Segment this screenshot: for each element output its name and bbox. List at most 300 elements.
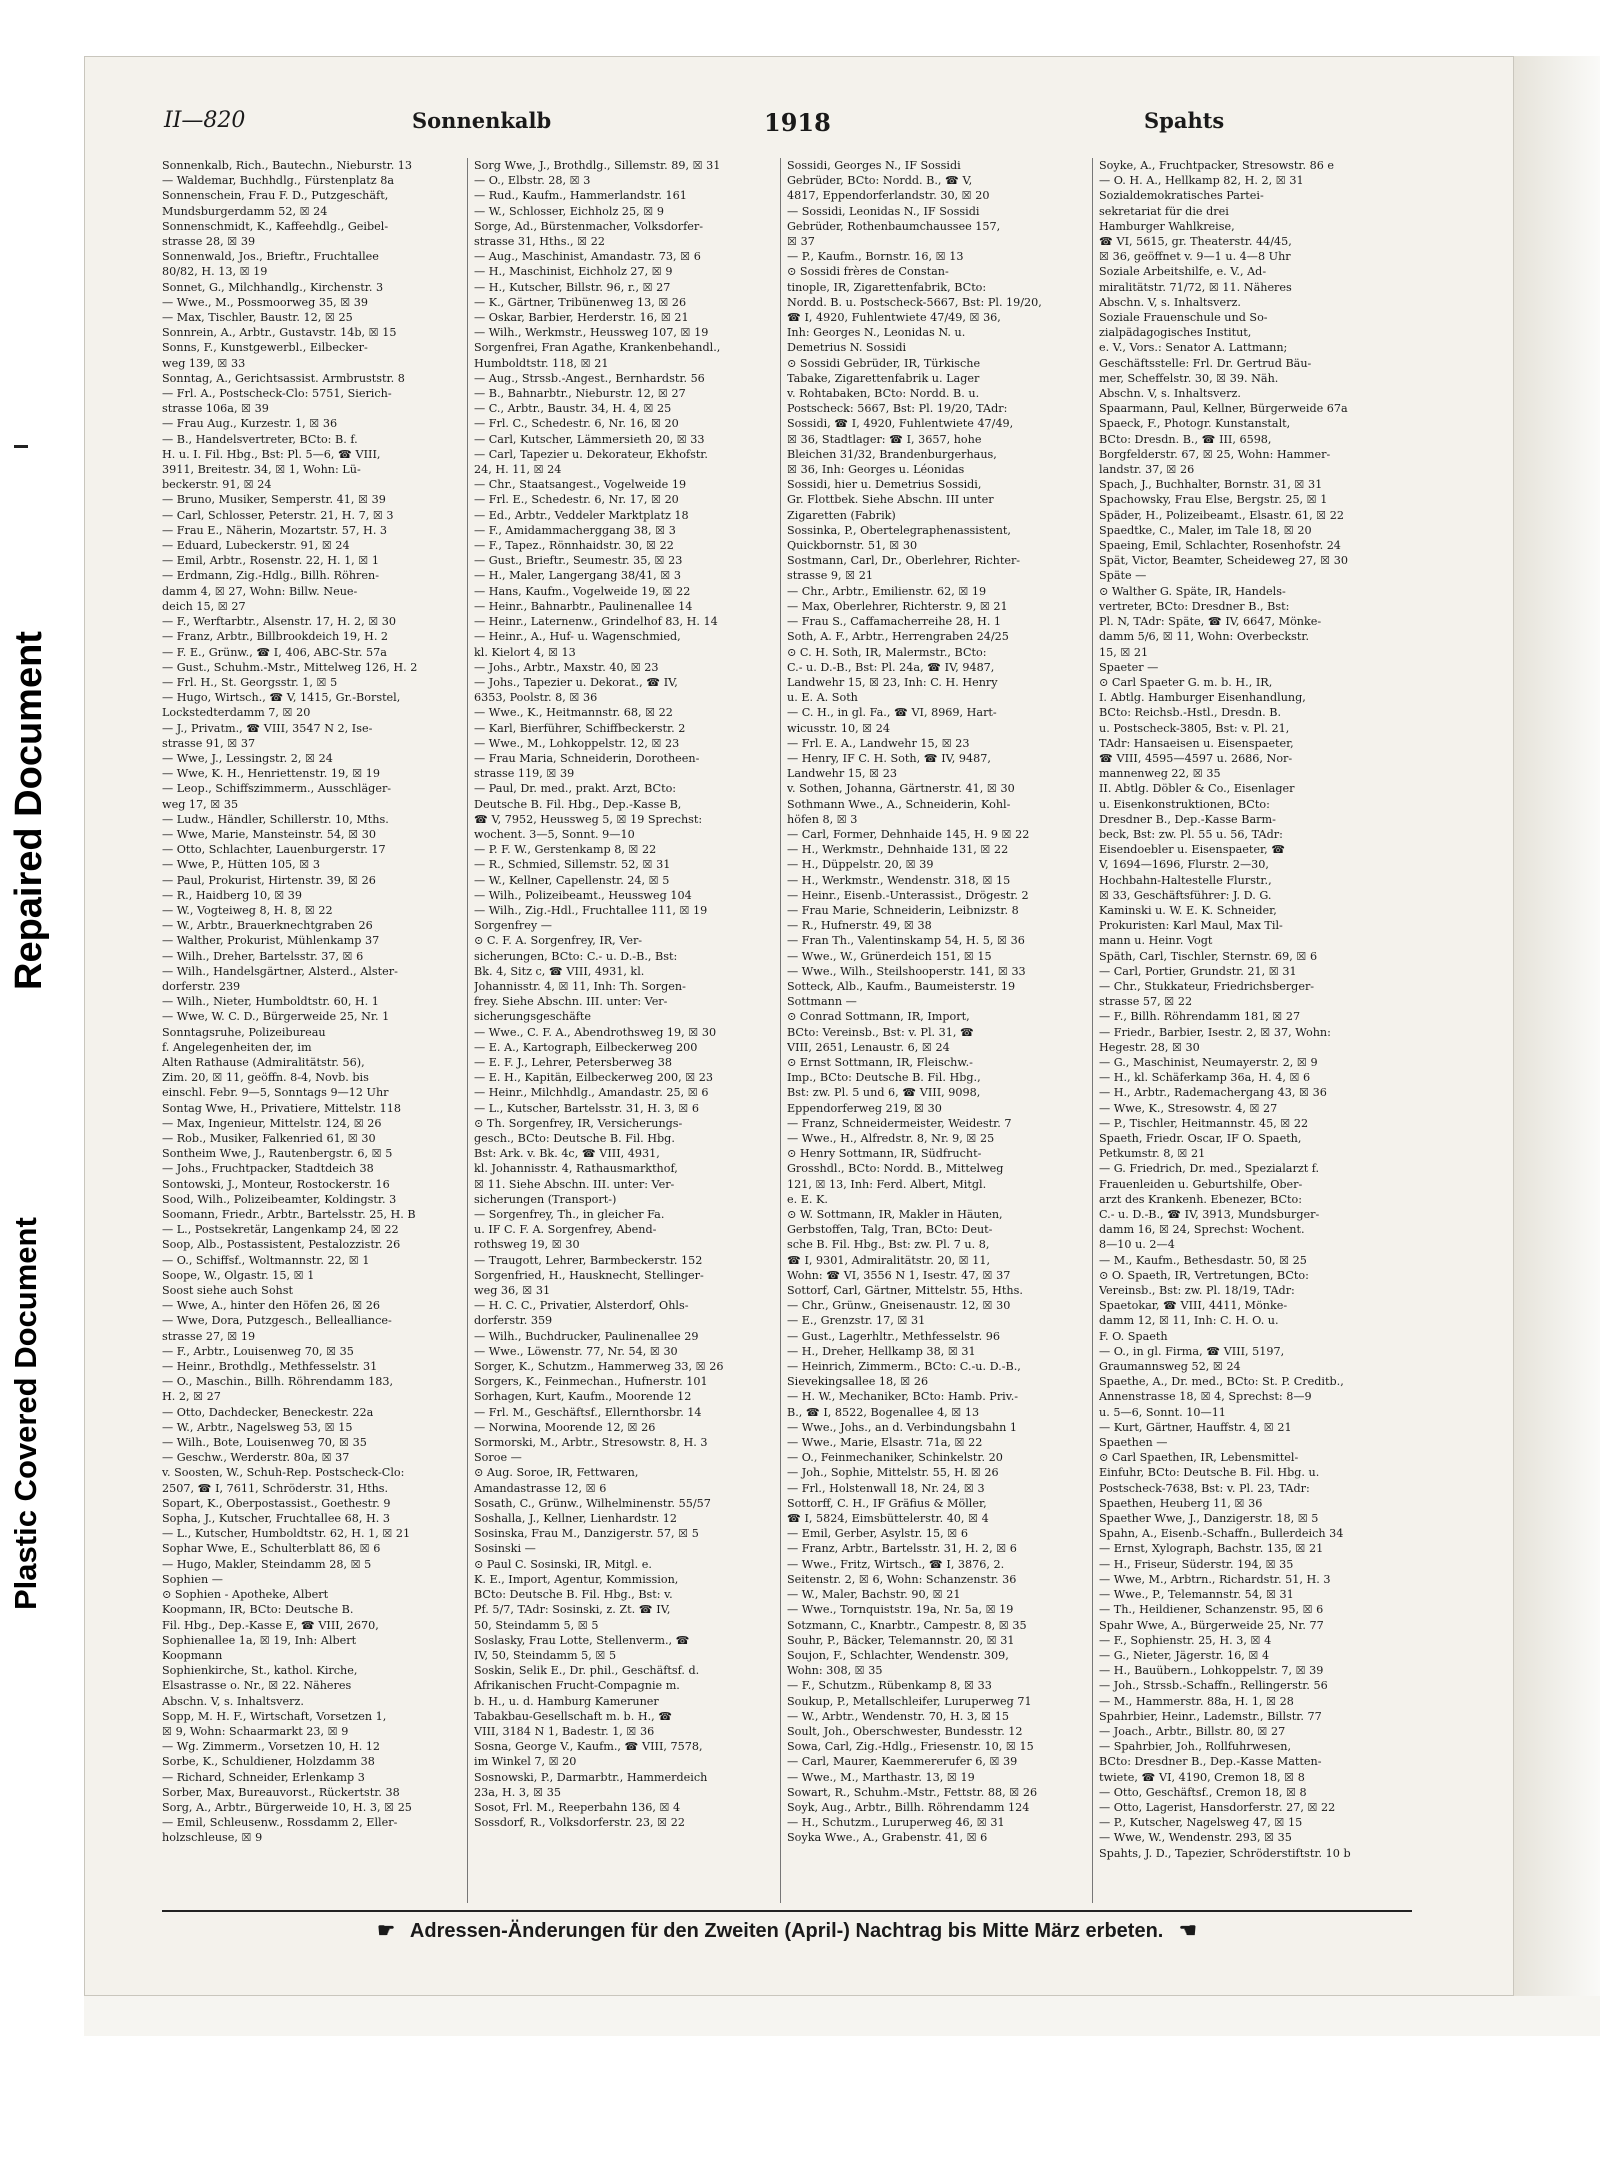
directory-entry: — Wwe, A., hinter den Höfen 26, ☒ 26 [162,1299,381,1313]
directory-entry: — Oskar, Barbier, Herderstr. 16, ☒ 21 [474,311,689,325]
directory-entry: Soukup, P., Metallschleifer, Luruperweg 71 [787,1694,1032,1708]
directory-entry: mer, Scheffelstr. 30, ☒ 39. Näh. [1099,371,1279,385]
directory-entry: — Frl. M., Geschäftsf., Ellernthorsbr. 14 [474,1405,702,1419]
directory-entry: — Rud., Kaufm., Hammerlandstr. 161 [474,189,687,203]
directory-entry: H. u. I. Fil. Hbg., Bst: Pl. 5—6, ☎ VIII, [162,447,381,461]
directory-entry: — Heinr., Laternenw., Grindelhof 83, H. 14 [474,615,718,629]
directory-entry: Hochbahn-Haltestelle Flurstr., [1099,873,1272,887]
directory-entry: — Paul, Dr. med., prakt. Arzt, BCto: [474,782,677,796]
directory-entry: 24, H. 11, ☒ 24 [474,463,562,477]
directory-entry: — O., Maschin., Billh. Röhrendamm 183, [162,1375,394,1389]
directory-entry: Elsastrasse o. Nr., ☒ 22. Näheres [162,1679,352,1693]
directory-entry: Inh: Georges N., Leonidas N. u. [787,326,966,340]
directory-entry: Soyka Wwe., A., Grabenstr. 41, ☒ 6 [787,1831,988,1845]
directory-entry: Soziale Arbeitshilfe, e. V., Ad- [1099,265,1267,279]
directory-entry: Sossdorf, R., Volksdorferstr. 23, ☒ 22 [474,1816,685,1830]
directory-columns [162,158,1412,1903]
directory-entry: Spaeck, F., Photogr. Kunstanstalt, [1099,417,1291,431]
directory-entry: Quickbornstr. 51, ☒ 30 [787,539,918,553]
directory-entry: ☎ V, 7952, Heussweg 5, ☒ 19 Sprechst: [474,812,703,826]
directory-entry: Postscheck-7638, Bst: v. Pl. 23, TAdr: [1099,1481,1310,1495]
directory-entry: — L., Kutscher, Bartelsstr. 31, H. 3, ☒ 6 [474,1101,700,1115]
directory-entry: Soyk, Aug., Arbtr., Billh. Röhrendamm 124 [787,1800,1030,1814]
directory-entry: — Leop., Schiffszimmerm., Ausschläger- [162,782,392,796]
directory-entry: Soziale Frauenschule und So- [1099,311,1268,325]
directory-entry: Postscheck: 5667, Bst: Pl. 19/20, TAdr: [787,402,1008,416]
directory-entry: 8—10 u. 2—4 [1099,1238,1175,1252]
directory-entry: TAdr: Hansaeisen u. Eisenspaeter, [1099,736,1294,750]
directory-entry: Bk. 4, Sitz c, ☎ VIII, 4931, kl. [474,964,645,978]
directory-entry: — Johs., Fruchtpacker, Stadtdeich 38 [162,1162,374,1176]
directory-entry: damm 16, ☒ 24, Sprechst: Wochent. [1099,1223,1305,1237]
directory-entry: — Otto, Lagerist, Hansdorferstr. 27, ☒ 22 [1099,1800,1336,1814]
directory-entry: Spahr Wwe, A., Bürgerweide 25, Nr. 77 [1099,1618,1324,1632]
directory-entry: landstr. 37, ☒ 26 [1099,463,1195,477]
directory-entry: dorferstr. 359 [474,1314,553,1328]
directory-entry: sche B. Fil. Hbg., Bst: zw. Pl. 7 u. 8, [787,1238,990,1252]
directory-entry: Sontag Wwe, H., Privatiere, Mittelstr. 118 [162,1101,401,1115]
directory-entry: sicherungen, BCto: C.- u. D.-B., Bst: [474,949,678,963]
directory-entry: Frauenleiden u. Geburtshilfe, Ober- [1099,1177,1303,1191]
directory-entry: rothsweg 19, ☒ 30 [474,1238,580,1252]
column-rule [780,158,781,1903]
directory-entry: — Frau E., Näherin, Mozartstr. 57, H. 3 [162,523,388,537]
directory-entry: Spaarmann, Paul, Kellner, Bürgerweide 67a [1099,402,1348,416]
directory-entry: Soroe — [474,1451,522,1465]
directory-entry: Sonnenschein, Frau F. D., Putzgeschäft, [162,189,389,203]
directory-entry: ⊙ Paul C. Sosinski, IR, Mitgl. e. [474,1557,652,1571]
directory-entry: — F., Werftarbtr., Alsenstr. 17, H. 2, ☒ 30 [162,615,397,629]
directory-entry: Petkumstr. 8, ☒ 21 [1099,1147,1206,1161]
directory-entry: — G., Maschinist, Neumayerstr. 2, ☒ 9 [1099,1055,1318,1069]
directory-entry: Sonnenkalb, Rich., Bautechn., Nieburstr. 13 [162,159,413,172]
directory-entry: Sossidi, ☎ I, 4920, Fuhlentwiete 47/49, [787,417,1014,431]
directory-entry: 80/82, H. 13, ☒ 19 [162,265,268,279]
directory-entry: Abschn. V, s. Inhaltsverz. [1099,387,1241,401]
directory-entry: — Erdmann, Zig.-Hdlg., Billh. Röhren- [162,569,379,583]
directory-entry: Souhr, P., Bäcker, Telemannstr. 20, ☒ 31 [787,1633,1015,1647]
directory-entry: BCto: Vereinsb., Bst: v. Pl. 31, ☎ [787,1025,974,1039]
directory-entry: Sopha, J., Kutscher, Fruchtallee 68, H. 3 [162,1512,390,1526]
directory-entry: Spaetokar, ☎ VIII, 4411, Mönke- [1099,1299,1288,1313]
directory-entry: — Henry, IF C. H. Soth, ☎ IV, 9487, [787,751,991,765]
directory-entry: C.- u. D.-B., Bst: Pl. 24a, ☎ IV, 9487, [787,660,995,674]
directory-entry: ⊙ Sossidi frères de Constan- [787,265,949,279]
directory-entry: Soult, Joh., Oberschwester, Bundesstr. 12 [787,1724,1023,1738]
directory-entry: — Wwe, K., Stresowstr. 4, ☒ 27 [1099,1101,1278,1115]
directory-entry: Sophienallee 1a, ☒ 19, Inh: Albert [162,1633,357,1647]
directory-entry: Sothmann Wwe., A., Schneiderin, Kohl- [787,797,1011,811]
directory-entry: — H., Düppelstr. 20, ☒ 39 [787,858,934,872]
directory-entry: Pf. 5/7, TAdr: Sosinski, z. Zt. ☎ IV, [474,1603,671,1617]
directory-entry: — Franz, Schneidermeister, Weidestr. 7 [787,1116,1012,1130]
directory-entry: — Frl., Holstenwall 18, Nr. 24, ☒ 3 [787,1481,985,1495]
directory-entry: Sonnrein, A., Arbtr., Gustavstr. 14b, ☒ 15 [162,326,397,340]
directory-entry: — E. A., Kartograph, Eilbeckerweg 200 [474,1040,698,1054]
directory-entry: — Wwe., P., Telemannstr. 54, ☒ 31 [1099,1588,1294,1602]
directory-entry: ☒ 37 [787,235,815,249]
directory-entry: Lockstedterdamm 7, ☒ 20 [162,706,311,720]
directory-entry: Wohn: 308, ☒ 35 [787,1664,883,1678]
directory-entry: — H., Friseur, Süderstr. 194, ☒ 35 [1099,1557,1294,1571]
directory-entry: Prokuristen: Karl Maul, Max Til- [1099,919,1283,933]
header-first-name: Sonnenkalb [412,108,552,133]
directory-entry: wochent. 3—5, Sonnt. 9—10 [474,827,635,841]
directory-entry: sicherungsgeschäfte [474,1010,591,1024]
directory-entry: Sorbe, K., Schuldiener, Holzdamm 38 [162,1755,375,1769]
directory-entry: — M., Hammerstr. 88a, H. 1, ☒ 28 [1099,1694,1294,1708]
directory-entry: beck, Bst: zw. Pl. 55 u. 56, TAdr: [1099,827,1283,841]
directory-entry: ☒ 36, Stadtlager: ☎ I, 3657, hohe [787,432,982,446]
directory-entry: Zigaretten (Fabrik) [787,508,896,522]
directory-entry: ⊙ C. H. Soth, IR, Malermstr., BCto: [787,645,987,659]
directory-entry: Fil. Hbg., Dep.-Kasse E, ☎ VIII, 2670, [162,1618,379,1632]
directory-entry: — Wwe, K. H., Henriettenstr. 19, ☒ 19 [162,767,381,781]
directory-entry: — Aug., Maschinist, Amandastr. 73, ☒ 6 [474,250,701,264]
directory-entry: Soop, Alb., Postassistent, Pestalozzistr. 26 [162,1238,401,1252]
directory-entry: — F., Sophienstr. 25, H. 3, ☒ 4 [1099,1633,1272,1647]
directory-entry: Tabake, Zigarettenfabrik u. Lager [787,371,980,385]
directory-entry: — W., Arbtr., Brauerknechtgraben 26 [162,919,373,933]
directory-entry: — Geschw., Werderstr. 80a, ☒ 37 [162,1451,350,1465]
directory-entry: — Wwe., Wilh., Steilshooperstr. 141, ☒ 33 [787,964,1026,978]
directory-entry: F. O. Spaeth [1099,1329,1168,1343]
directory-entry: 23a, H. 3, ☒ 35 [474,1785,561,1799]
directory-entry: Sophar Wwe, E., Schulterblatt 86, ☒ 6 [162,1542,381,1556]
directory-entry: Grosshdl., BCto: Nordd. B., Mittelweg [787,1162,1004,1176]
directory-entry: Sorhagen, Kurt, Kaufm., Moorende 12 [474,1390,692,1404]
directory-entry: mannenweg 22, ☒ 35 [1099,767,1221,781]
directory-entry: Spät, Victor, Beamter, Scheideweg 27, ☒ 30 [1099,554,1348,568]
directory-entry: — Joh., Strssb.-Schaffn., Rellingerstr. 56 [1099,1679,1328,1693]
directory-entry: Sonntagsruhe, Polizeibureau [162,1025,326,1039]
directory-entry: — L., Postsekretär, Langenkamp 24, ☒ 22 [162,1223,399,1237]
directory-entry: Kaminski u. W. E. K. Schneider, [1099,903,1277,917]
directory-entry: — H., Schutzm., Luruperweg 46, ☒ 31 [787,1816,1005,1830]
directory-entry: — O., Elbstr. 28, ☒ 3 [474,174,591,188]
directory-entry: ☎ I, 5824, Eimsbüttelerstr. 40, ☒ 4 [787,1512,989,1526]
plastic-covered-document-label: Plastic Covered Document [8,1217,43,1610]
directory-entry: Spaeing, Emil, Schlachter, Rosenhofstr. 24 [1099,539,1341,553]
directory-entry: Sorgenfrei, Fran Agathe, Krankenbehandl., [474,341,721,355]
directory-entry: BCto: Dresdn. B., ☎ III, 6598, [1099,432,1272,446]
directory-entry: Sonnenschmidt, K., Kaffeehdlg., Geibel- [162,219,389,233]
directory-entry: vertreter, BCto: Dresdner B., Bst: [1099,599,1290,613]
directory-entry: — Norwina, Moorende 12, ☒ 26 [474,1420,656,1434]
directory-entry: — O., Schiffsf., Woltmannstr. 22, ☒ 1 [162,1253,370,1267]
directory-entry: Spaeth, Friedr. Oscar, IF O. Spaeth, [1099,1132,1302,1145]
repaired-document-label: Repaired Document [8,631,50,990]
directory-entry: ☎ I, 4920, Fuhlentwiete 47/49, ☒ 36, [787,311,1001,325]
directory-entry: VIII, 2651, Lenaustr. 6, ☒ 24 [787,1040,950,1054]
directory-entry: V, 1694—1696, Flurstr. 2—30, [1099,858,1269,872]
directory-entry: — E., Grenzstr. 17, ☒ 31 [787,1314,926,1328]
directory-entry: — Kurt, Gärtner, Hauffstr. 4, ☒ 21 [1099,1420,1292,1434]
directory-entry: strasse 57, ☒ 22 [1099,995,1193,1009]
directory-entry: BCto: Deutsche B. Fil. Hbg., Bst: v. [474,1588,673,1602]
directory-entry: — H. C. C., Privatier, Alsterdorf, Ohls- [474,1299,689,1313]
directory-entry: — Frl. E., Schedestr. 6, Nr. 17, ☒ 20 [474,493,679,507]
directory-entry: Nordd. B. u. Postscheck-5667, Bst: Pl. 19/20, [787,295,1042,309]
directory-entry: — H., Werkmstr., Dehnhaide 131, ☒ 22 [787,843,1009,857]
directory-entry: — O., Feinmechaniker, Schinkelstr. 20 [787,1451,1003,1465]
next-page-edge [1514,56,1600,1996]
directory-entry: — Aug., Strssb.-Angest., Bernhardstr. 56 [474,371,705,385]
directory-entry: Landwehr 15, ☒ 23 [787,767,897,781]
pointing-hand-right-icon: ☚ [1178,1920,1197,1942]
directory-entry: Sontowski, J., Monteur, Rostockerstr. 16 [162,1177,390,1191]
directory-entry: — Carl, Schlosser, Peterstr. 21, H. 7, ☒ 3 [162,508,394,522]
directory-entry: — F., Billh. Röhrendamm 181, ☒ 27 [1099,1010,1301,1024]
directory-entry: einschl. Febr. 9—5, Sonntags 9—12 Uhr [162,1086,389,1100]
directory-entry: 50, Steindamm 5, ☒ 5 [474,1618,599,1632]
directory-entry: ☎ I, 9301, Admiralitätstr. 20, ☒ 11, [787,1253,991,1267]
directory-entry: Sottorff, C. H., IF Gräfius & Möller, [787,1496,987,1510]
directory-entry: Annenstrasse 18, ☒ 4, Sprechst: 8—9 [1099,1390,1312,1404]
directory-entry: Demetrius N. Sossidi [787,341,907,355]
directory-entry: Sood, Wilh., Polizeibeamter, Koldingstr. 3 [162,1192,397,1206]
directory-entry: Sievekingsallee 18, ☒ 26 [787,1375,929,1389]
directory-entry: — Frl. C., Schedestr. 6, Nr. 16, ☒ 20 [474,417,679,431]
directory-entry: weg 17, ☒ 35 [162,797,239,811]
directory-entry: strasse 28, ☒ 39 [162,235,256,249]
directory-entry: Graumannsweg 52, ☒ 24 [1099,1360,1241,1374]
directory-entry: — Spahrbier, Joh., Rollfuhrwesen, [1099,1740,1292,1754]
directory-entry: — Wwe, P., Hütten 105, ☒ 3 [162,858,320,872]
directory-entry: Soost siehe auch Sohst [162,1284,293,1298]
directory-entry: Sophien — [162,1572,223,1586]
directory-entry: f. Angelegenheiten der, im [162,1040,312,1054]
directory-entry: — Carl, Portier, Grundstr. 21, ☒ 31 [1099,964,1297,978]
directory-entry: Soope, W., Olgastr. 15, ☒ 1 [162,1268,315,1282]
directory-entry: Bleichen 31/32, Brandenburgerhaus, [787,447,997,461]
directory-entry: — P., Tischler, Heitmannstr. 45, ☒ 22 [1099,1116,1309,1130]
directory-entry: ⊙ C. F. A. Sorgenfrey, IR, Ver- [474,934,643,948]
directory-entry: — Traugott, Lehrer, Barmbeckerstr. 152 [474,1253,703,1267]
column-rule [1092,158,1093,1903]
directory-entry: — Wwe, Dora, Putzgesch., Bellealliance- [162,1314,392,1328]
footer-text: Adressen-Änderungen für den Zweiten (April-) Nachtrag bis Mitte März erbeten. [409,1920,1164,1942]
directory-entry: — Wwe, W. C. D., Bürgerweide 25, Nr. 1 [162,1010,390,1024]
directory-entry: Koopmann, IR, BCto: Deutsche B. [162,1603,354,1617]
directory-entry: Bst: Ark. v. Bk. 4c, ☎ VIII, 4931, [474,1147,660,1161]
directory-entry: Sorg, A., Arbtr., Bürgerweide 10, H. 3, ☒ 25 [162,1800,412,1814]
directory-entry: 2507, ☎ I, 7611, Schröderstr. 31, Hths. [162,1481,389,1495]
directory-entry: Sopart, K., Oberpostassist., Goethestr. 9 [162,1496,391,1510]
directory-entry: — F., Arbtr., Louisenweg 70, ☒ 35 [162,1344,354,1358]
directory-entry: ☒ 11. Siehe Abschn. III. unter: Ver- [474,1177,675,1191]
directory-entry: Gr. Flottbek. Siehe Abschn. III unter [787,493,994,507]
directory-entry: — Wwe., Fritz, Wirtsch., ☎ I, 3876, 2. [787,1557,1005,1571]
directory-entry: — Friedr., Barbier, Isestr. 2, ☒ 37, Wohn: [1099,1025,1331,1039]
directory-entry: — C., Arbtr., Baustr. 34, H. 4, ☒ 25 [474,402,672,416]
directory-entry: — Frl. H., St. Georgsstr. 1, ☒ 5 [162,675,338,689]
directory-entry: — Chr., Grünw., Gneisenaustr. 12, ☒ 30 [787,1299,1011,1313]
directory-entry: Spaethen, Heuberg 11, ☒ 36 [1099,1496,1263,1510]
directory-entry: — W., Kellner, Capellenstr. 24, ☒ 5 [474,873,670,887]
scan-bottom-margin [84,1996,1600,2036]
directory-entry: e. E. K. [787,1192,828,1206]
directory-entry: Hegestr. 28, ☒ 30 [1099,1040,1200,1054]
directory-entry: — J., Privatm., ☎ VIII, 3547 N 2, Ise- [162,721,373,735]
directory-entry: — L., Kutscher, Humboldtstr. 62, H. 1, ☒ 21 [162,1527,411,1541]
directory-entry: — Th., Heildiener, Schanzenstr. 95, ☒ 6 [1099,1603,1324,1617]
directory-entry: — Max, Oberlehrer, Richterstr. 9, ☒ 21 [787,599,1008,613]
directory-entry: Späte — [1099,569,1147,583]
directory-entry: u. E. A. Soth [787,691,858,705]
directory-entry: H. 2, ☒ 27 [162,1390,221,1404]
directory-entry: wicusstr. 10, ☒ 24 [787,721,891,735]
directory-entry: — Hugo, Makler, Steindamm 28, ☒ 5 [162,1557,372,1571]
directory-entry: Späder, H., Polizeibeamt., Elsastr. 61, ☒ 22 [1099,508,1345,522]
directory-entry: 121, ☒ 13, Inh: Ferd. Albert, Mitgl. [787,1177,987,1191]
directory-entry: BCto: Dresdner B., Dep.-Kasse Matten- [1099,1755,1322,1769]
directory-entry: 6353, Poolstr. 8, ☒ 36 [474,691,598,705]
directory-entry: — F. E., Grünw., ☎ I, 406, ABC-Str. 57a [162,645,387,659]
page-reference: II—820 [164,108,246,133]
directory-entry: — Frau Maria, Schneiderin, Dorotheen- [474,751,700,765]
directory-entry: weg 36, ☒ 31 [474,1284,551,1298]
directory-entry: twiete, ☎ VI, 4190, Cremon 18, ☒ 8 [1099,1770,1305,1784]
directory-entry: sicherungen (Transport-) [474,1192,617,1206]
directory-entry: ☒ 9, Wohn: Schaarmarkt 23, ☒ 9 [162,1724,349,1738]
directory-entry: ⊙ Henry Sottmann, IR, Südfrucht- [787,1147,982,1161]
directory-entry: — Frau Marie, Schneiderin, Leibnizstr. 8 [787,903,1019,917]
directory-entry: ⊙ W. Sottmann, IR, Makler in Häuten, [787,1208,1003,1222]
directory-entry: — Eduard, Lubeckerstr. 91, ☒ 24 [162,539,350,553]
directory-entry: — M., Kaufm., Bethesdastr. 50, ☒ 25 [1099,1253,1307,1267]
directory-entry: — G., Nieter, Jägerstr. 16, ☒ 4 [1099,1648,1270,1662]
directory-entry: — Wilh., Nieter, Humboldtstr. 60, H. 1 [162,995,379,1009]
directory-entry: Amandastrasse 12, ☒ 6 [474,1481,607,1495]
directory-entry: damm 5/6, ☒ 11, Wohn: Overbeckstr. [1099,630,1310,644]
directory-entry: C.- u. D.-B., ☎ IV, 3913, Mundsburger- [1099,1208,1320,1222]
directory-entry: — Ed., Arbtr., Veddeler Marktplatz 18 [474,508,689,522]
directory-entry: ⊙ Walther G. Späte, IR, Handels- [1099,584,1286,598]
directory-entry: 15, ☒ 21 [1099,645,1149,659]
directory-entry: — H., Werkmstr., Wendenstr. 318, ☒ 15 [787,873,1011,887]
directory-entry: Wohn: ☎ VI, 3556 N 1, Isestr. 47, ☒ 37 [787,1268,1011,1282]
directory-entry: sekretariat für die drei [1099,204,1229,218]
directory-entry: Seitenstr. 2, ☒ 6, Wohn: Schanzenstr. 36 [787,1572,1017,1586]
directory-entry: — B., Bahnarbtr., Nieburstr. 12, ☒ 27 [474,387,686,401]
directory-entry: — Ludw., Händler, Schillerstr. 10, Mths. [162,812,389,826]
directory-entry: strasse 119, ☒ 39 [474,767,575,781]
directory-entry: Sotzmann, C., Knarbtr., Campestr. 8, ☒ 35 [787,1618,1027,1632]
directory-entry: u. IF C. F. A. Sorgenfrey, Abend- [474,1223,657,1237]
directory-entry: 4817, Eppendorferlandstr. 30, ☒ 20 [787,189,990,203]
column-4 [1099,158,1399,1903]
directory-entry: Spahn, A., Eisenb.-Schaffn., Bullerdeich 34 [1099,1527,1344,1541]
directory-entry: Sorgenfried, H., Hausknecht, Stellinger- [474,1268,704,1282]
directory-entry: damm 12, ☒ 11, Inh: C. H. O. u. [1099,1314,1279,1328]
directory-entry: Bst: zw. Pl. 5 und 6, ☎ VIII, 9098, [787,1086,981,1100]
directory-entry: — F., Amidammacherggang 38, ☒ 3 [474,523,676,537]
directory-entry: — Gust., Brieftr., Seumestr. 35, ☒ 23 [474,554,683,568]
directory-entry: Deutsche B. Fil. Hbg., Dep.-Kasse B, [474,797,682,811]
directory-entry: Eppendorferweg 219, ☒ 30 [787,1101,942,1115]
directory-entry: ☎ VIII, 4595—4597 u. 2686, Nor- [1099,751,1293,765]
directory-entry: Alten Rathause (Admiralitätstr. 56), [162,1055,365,1069]
header-last-name: Spahts [1144,108,1225,133]
directory-entry: — Max, Tischler, Baustr. 12, ☒ 25 [162,311,353,325]
directory-entry: — Wilh., Buchdrucker, Paulinenallee 29 [474,1329,699,1343]
directory-entry: ⊙ O. Spaeth, IR, Vertretungen, BCto: [1099,1268,1309,1282]
directory-entry: Sorgers, K., Feinmechan., Hufnerstr. 101 [474,1375,708,1389]
directory-entry: — Frau S., Caffamacherreihe 28, H. 1 [787,615,1002,629]
directory-entry: — W., Arbtr., Wendenstr. 70, H. 3, ☒ 15 [787,1709,1009,1723]
directory-entry: — Wwe., Tornquiststr. 19a, Nr. 5a, ☒ 19 [787,1603,1014,1617]
directory-entry: ⊙ Conrad Sottmann, IR, Import, [787,1010,970,1024]
directory-entry: ⊙ Aug. Soroe, IR, Fettwaren, [474,1466,639,1480]
directory-entry: Vereinsb., Bst: zw. Pl. 18/19, TAdr: [1099,1284,1295,1298]
directory-entry: Tabakbau-Gesellschaft m. b. H., ☎ [474,1709,673,1723]
directory-entry: u. Eisenkonstruktionen, BCto: [1099,797,1270,811]
directory-entry: — Karl, Bierführer, Schiffbeckerstr. 2 [474,721,686,735]
directory-entry: — Wwe, Marie, Mansteinstr. 54, ☒ 30 [162,827,376,841]
directory-entry: — Chr., Stukkateur, Friedrichsberger- [1099,979,1315,993]
directory-entry: Sossidi, Georges N., IF Sossidi [787,159,961,172]
directory-entry: — Waldemar, Buchhdlg., Fürstenplatz 8a [162,174,395,188]
directory-entry: — Sossidi, Leonidas N., IF Sossidi [787,204,980,218]
directory-entry: — Walther, Prokurist, Mühlenkamp 37 [162,934,380,948]
directory-entry: — Paul, Prokurist, Hirtenstr. 39, ☒ 26 [162,873,376,887]
directory-entry: kl. Kielort 4, ☒ 13 [474,645,576,659]
directory-entry: miralitätstr. 71/72, ☒ 11. Näheres [1099,280,1292,294]
directory-entry: — Joach., Arbtr., Billstr. 80, ☒ 27 [1099,1724,1286,1738]
directory-entry: arzt des Krankenh. Ebenezer, BCto: [1099,1192,1303,1206]
directory-entry: v. Sothen, Johanna, Gärtnerstr. 41, ☒ 30 [787,782,1015,796]
directory-entry: — Otto, Schlachter, Lauenburgerstr. 17 [162,843,386,857]
directory-entry: strasse 27, ☒ 19 [162,1329,256,1343]
directory-entry: ⊙ Th. Sorgenfrey, IR, Versicherungs- [474,1116,683,1130]
directory-entry: — W., Maler, Bachstr. 90, ☒ 21 [787,1588,961,1602]
directory-entry: — Wwe, M., Arbtrn., Richardstr. 51, H. 3 [1099,1572,1331,1586]
directory-entry: B., ☎ I, 8522, Bogenallee 4, ☒ 13 [787,1405,980,1419]
directory-entry: — Wilh., Werkmstr., Heussweg 107, ☒ 19 [474,326,709,340]
directory-entry: Spaedtke, C., Maler, im Tale 18, ☒ 20 [1099,523,1312,537]
directory-entry: Sotteck, Alb., Kaufm., Baumeisterstr. 19 [787,979,1016,993]
directory-entry: BCto: Reichsb.-Hstl., Dresdn. B. [1099,706,1282,720]
directory-entry: — Franz, Arbtr., Billbrookdeich 19, H. 2 [162,630,389,644]
directory-entry: Eisendoebler u. Eisenspaeter, ☎ [1099,843,1286,857]
directory-entry: — Ernst, Xylograph, Bachstr. 135, ☒ 21 [1099,1542,1324,1556]
directory-entry: — E. F. J., Lehrer, Petersberweg 38 [474,1055,673,1069]
directory-entry: — H., Arbtr., Rademachergang 43, ☒ 36 [1099,1086,1327,1100]
directory-entry: Sowart, R., Schuhm.-Mstr., Fettstr. 88, ☒ 26 [787,1785,1038,1799]
directory-entry: Sosinska, Frau M., Danzigerstr. 57, ☒ 5 [474,1527,699,1541]
directory-entry: Spaeter — [1099,660,1159,674]
directory-entry: v. Rohtabaken, BCto: Nordd. B. u. [787,387,980,401]
margin-dash-mark [14,445,28,448]
directory-entry: ☒ 36, geöffnet v. 9—1 u. 4—8 Uhr [1099,250,1291,264]
directory-entry: Soujon, F., Schlachter, Wendenstr. 309, [787,1648,1009,1662]
directory-entry: — Johs., Tapezier u. Dekorat., ☎ IV, [474,675,678,689]
directory-entry: — Wwe., Marie, Elsastr. 71a, ☒ 22 [787,1436,983,1450]
directory-entry: Sottorf, Carl, Gärtner, Mittelstr. 55, Hths. [787,1284,1023,1298]
directory-entry: — B., Handelsvertreter, BCto: B. f. [162,432,358,446]
directory-entry: Johannisstr. 4, ☒ 11, Inh: Th. Sorgen- [474,979,686,993]
directory-entry: — Gust., Lagerhltr., Methfesselstr. 96 [787,1329,1001,1343]
directory-entry: Sorber, Max, Bureauvorst., Rückertstr. 38 [162,1785,400,1799]
directory-entry: strasse 106a, ☒ 39 [162,402,269,416]
directory-entry: — Wwe., M., Lohkoppelstr. 12, ☒ 23 [474,736,680,750]
running-header [164,108,1374,142]
directory-entry: — G. Friedrich, Dr. med., Spezialarzt f. [1099,1162,1320,1176]
directory-entry: — Wwe., Johs., an d. Verbindungsbahn 1 [787,1420,1018,1434]
footer-rule [162,1910,1412,1912]
directory-entry: — Wwe., C. F. A., Abendrothsweg 19, ☒ 30 [474,1025,717,1039]
